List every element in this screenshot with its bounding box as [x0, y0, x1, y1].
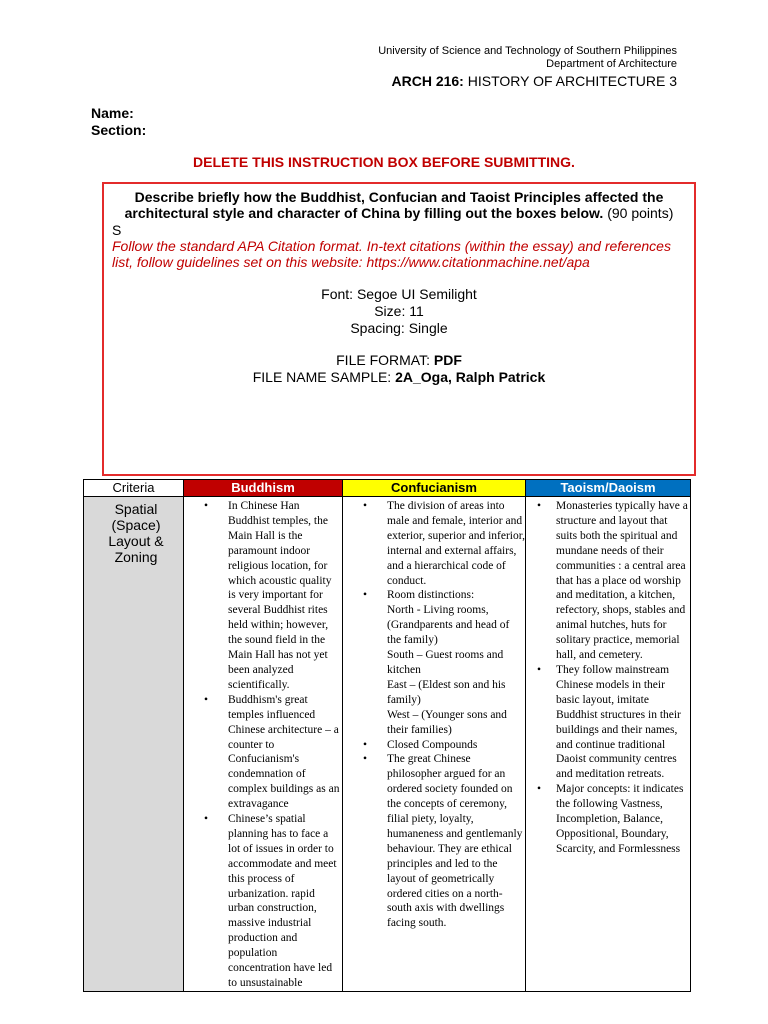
apa-instruction: Follow the standard APA Citation format. In-text citations (within the essay) and references list, follow guidelines set on this website: https://www.citationmachine.net/apa — [112, 238, 671, 270]
delete-instruction-note: DELETE THIS INSTRUCTION BOX BEFORE SUBMITTING. — [193, 154, 575, 170]
stray-text: S — [112, 222, 122, 238]
taoism-list — [526, 497, 690, 857]
question-text — [104, 189, 694, 221]
university-name: University of Science and Technology of Southern Philippines — [378, 45, 677, 57]
list-item: • The division of areas into male and female, interior and exterior, superior and inferior, internal and external affairs, and a hierarchical code of conduct. — [363, 500, 525, 587]
bullet-icon: • — [204, 813, 209, 826]
list-item: • They follow mainstream Chinese models in their basic layout, imitate Buddhist structures in their buildings and their names, and continue traditional Daoist community centres and meditation retreats. — [537, 663, 681, 781]
question-points: (90 points) — [603, 205, 674, 221]
list-item: • Closed Compounds — [363, 738, 478, 751]
bullet-icon: • — [363, 753, 368, 766]
file-format-value: PDF — [433, 352, 462, 368]
list-item: • In Chinese Han Buddhist temples, the Main Hall is the paramount indoor religious location, for which acoustic quality is very important for several Buddhist rites held within; however, the sound field in the Main Hall has not yet been analyzed scientifically. — [204, 500, 332, 691]
size-requirement: Size: 11 — [374, 303, 424, 319]
criteria-line: Layout & — [108, 533, 164, 549]
list-item: • Monasteries typically have a structure and layout that suits both the spiritual and mundane needs of their communities : a central area that has a place od worship and meditation, a kitchen, refectory, shops, stables and animal hutches, huts for solitary practice, memorial hall, and cemetery. — [537, 500, 688, 662]
question-bold: Describe briefly how the Buddhist, Confucian and Taoist Principles affected the architectural style and character of China by filling out the boxes below. — [124, 189, 664, 221]
bullet-icon: • — [363, 500, 368, 512]
name-label: Name: — [91, 105, 134, 121]
header-criteria: Criteria — [84, 480, 184, 497]
room-line: North - Living rooms, (Grandparents and head of the family) — [387, 604, 510, 647]
spacing-requirement: Spacing: Single — [350, 320, 448, 336]
confucianism-list — [343, 497, 525, 931]
criteria-line: (Space) — [111, 517, 161, 533]
bullet-icon: • — [537, 783, 542, 796]
buddhism-cell[interactable] — [184, 497, 343, 991]
confucianism-cell[interactable] — [343, 497, 526, 991]
font-requirement: Font: Segoe UI Semilight — [321, 286, 477, 302]
course-code: ARCH 216: — [391, 73, 464, 89]
bullet-icon: • — [204, 500, 209, 512]
room-line: East – (Eldest son and his family) — [387, 678, 506, 706]
header-buddhism: Buddhism — [184, 480, 343, 497]
list-item: • Chinese’s spatial planning has to face a lot of issues in order to accommodate and meet this process of urbanization. rapid urban construction, massive industrial production and population concentration have led to unsustainable — [204, 813, 337, 989]
criteria-line: Zoning — [114, 549, 158, 565]
file-name-label: FILE NAME SAMPLE: — [252, 369, 396, 385]
course-title — [391, 73, 677, 90]
comparison-table — [83, 479, 691, 992]
criteria-line: Spatial — [114, 501, 158, 517]
department-name: Department of Architecture — [546, 58, 677, 70]
bullet-icon: • — [204, 693, 209, 706]
file-format-line — [104, 352, 694, 368]
header-taoism: Taoism/Daoism — [526, 480, 690, 497]
bullet-icon: • — [363, 589, 368, 602]
list-item: • Buddhism's great temples influenced Chinese architecture – a counter to Confucianism's condemnation of complex buildings as an extravagance — [204, 693, 340, 811]
file-name-line — [104, 369, 694, 385]
file-name-value: 2A_Oga, Ralph Patrick — [395, 369, 546, 385]
list-item: • Major concepts: it indicates the following Vastness, Incompletion, Balance, Oppositional, Boundary, Scarcity, and Formlessness — [537, 783, 684, 855]
list-item: • Room distinctions: — [363, 589, 475, 602]
file-format-label: FILE FORMAT: — [336, 352, 434, 368]
course-name: HISTORY OF ARCHITECTURE 3 — [463, 73, 677, 89]
bullet-icon: • — [537, 663, 542, 676]
bullet-icon: • — [363, 738, 368, 751]
list-item: • The great Chinese philosopher argued for an ordered society founded on the concepts of ceremony, filial piety, loyalty, humaneness and gentlemanly behaviour. They are ethical principles and led to the layout of geometrically ordered cities on a north-south axis with dwellings facing south. — [363, 753, 523, 930]
room-line: South – Guest rooms and kitchen — [387, 649, 504, 676]
room-line: West – (Younger sons and their families) — [387, 708, 507, 736]
criteria-cell — [84, 497, 184, 991]
taoism-cell[interactable] — [526, 497, 690, 991]
bullet-icon: • — [537, 500, 542, 512]
section-label: Section: — [91, 122, 147, 138]
instruction-box — [102, 182, 696, 476]
buddhism-list — [184, 497, 342, 991]
header-confucianism: Confucianism — [343, 480, 526, 497]
